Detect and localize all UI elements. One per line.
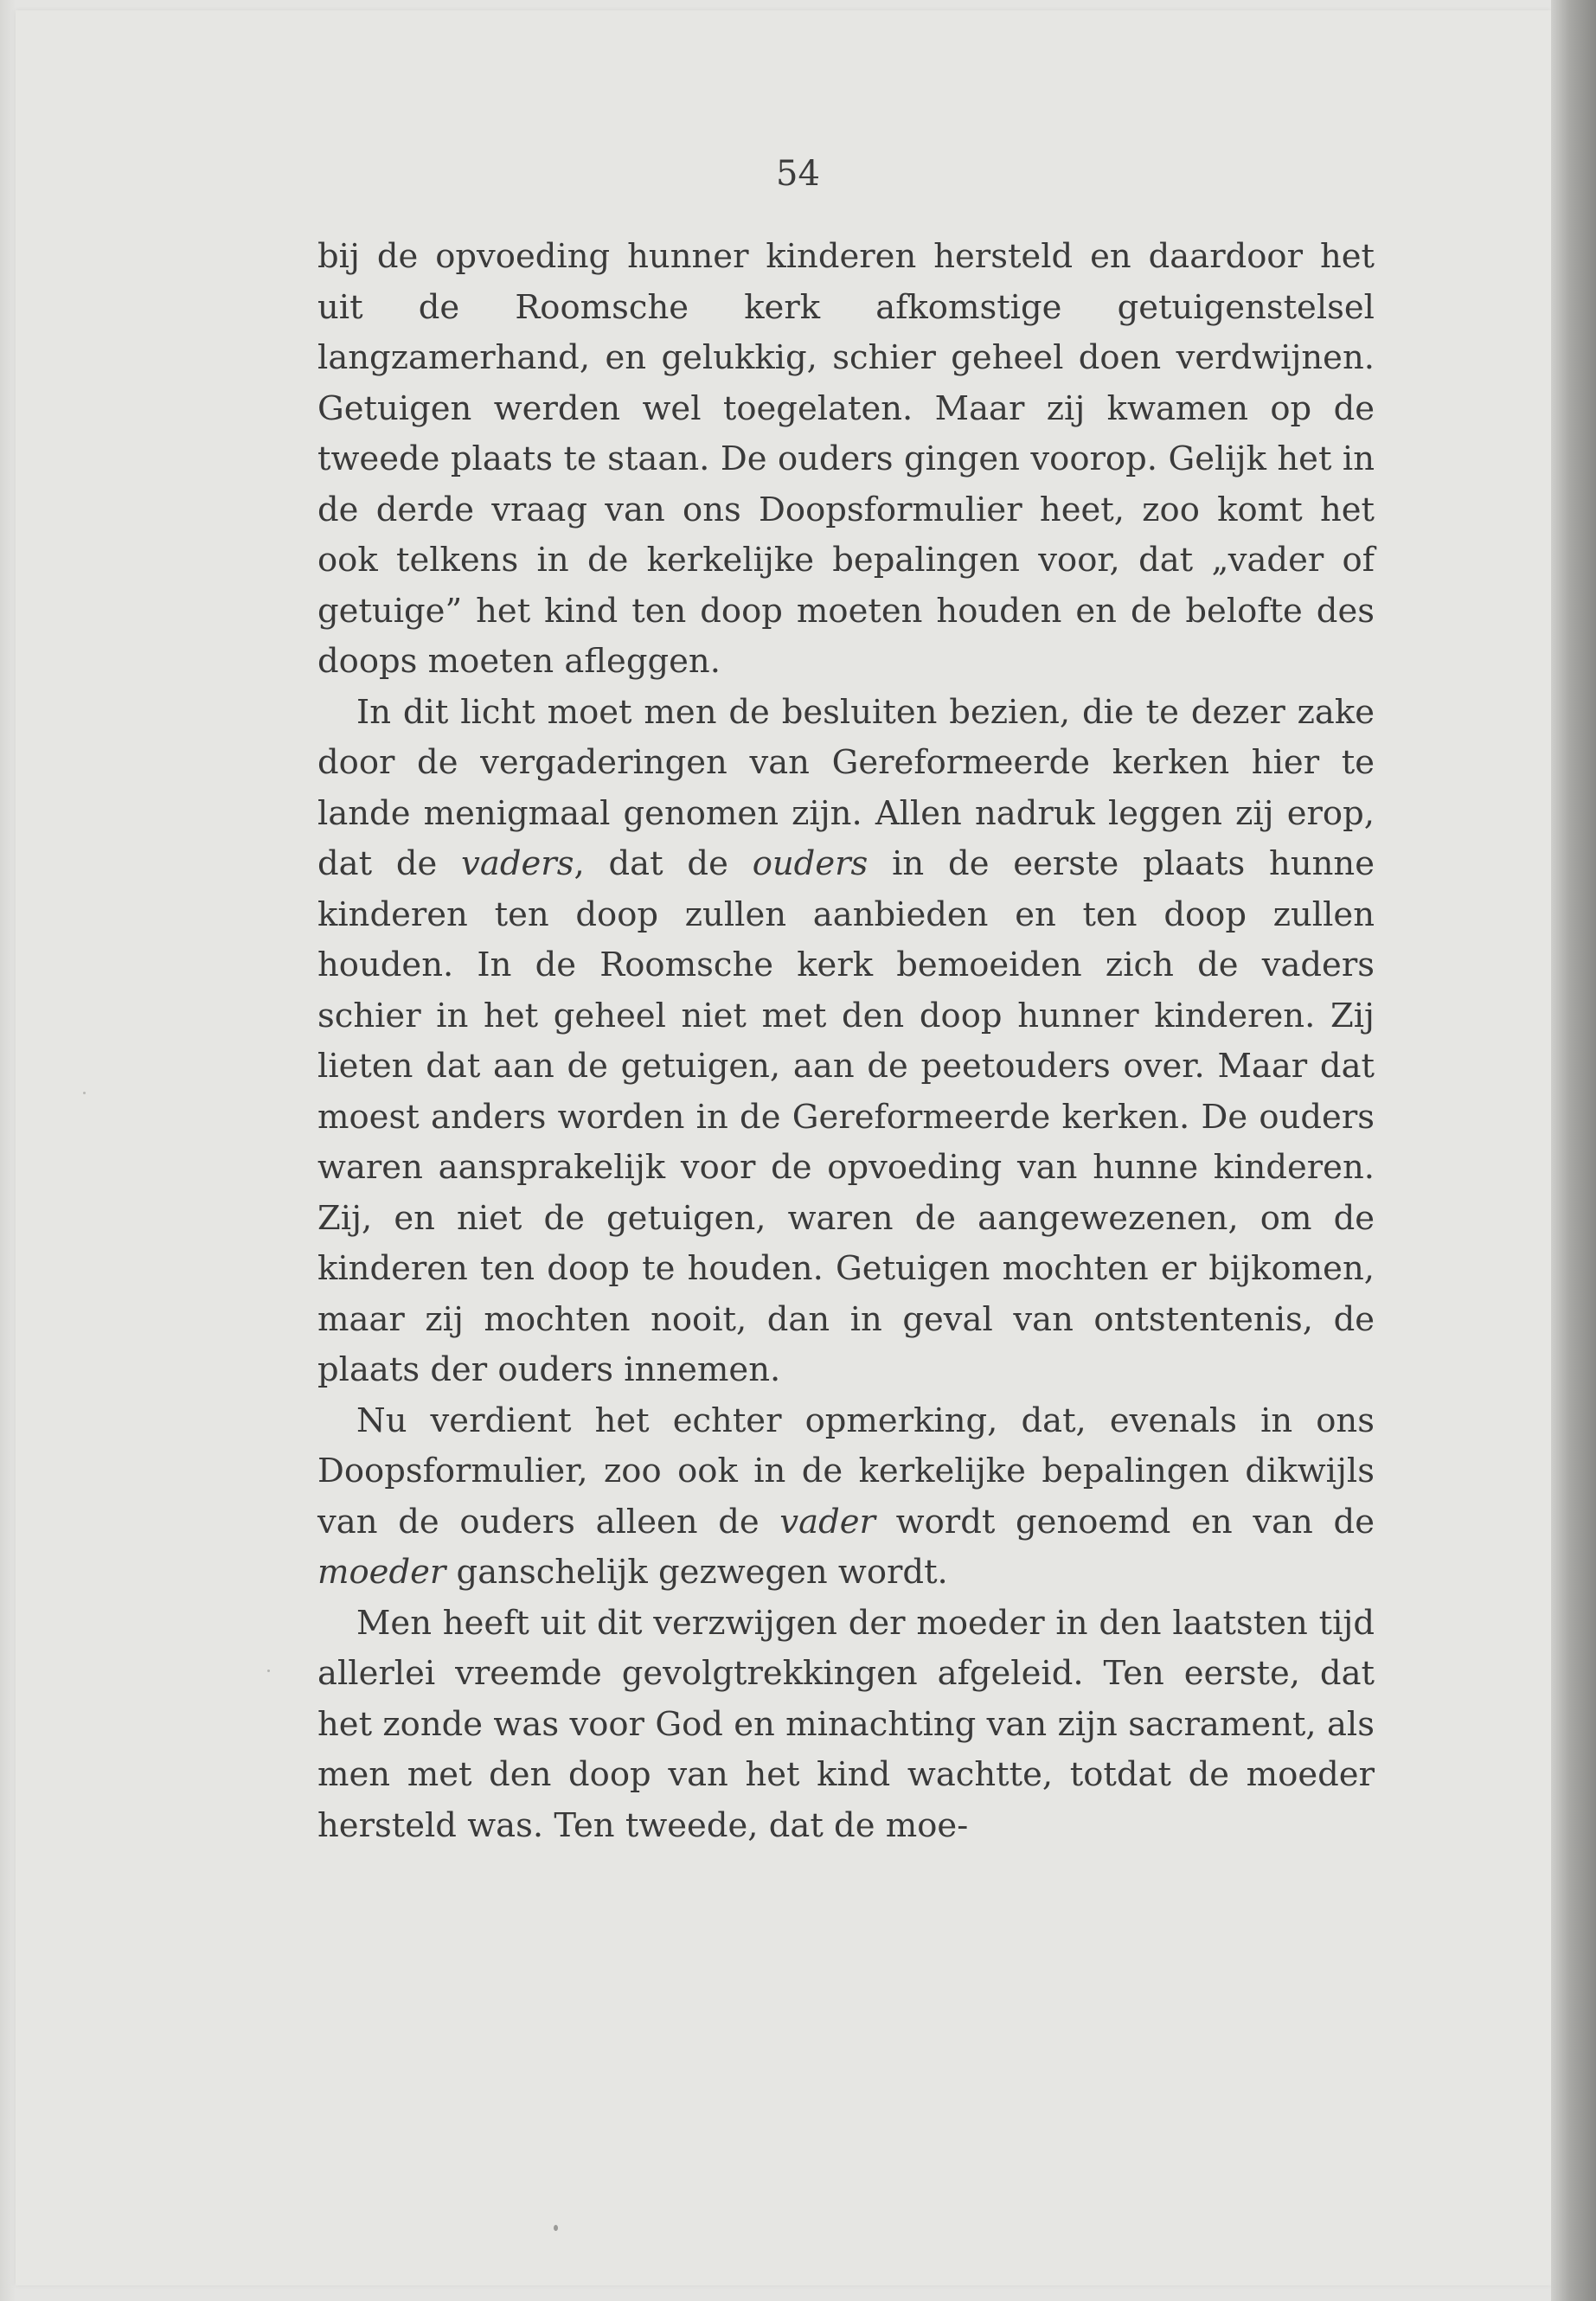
book-spine-shadow — [1551, 0, 1596, 2301]
paper-speck — [554, 2225, 558, 2231]
emphasis-vaders: vaders — [461, 844, 574, 883]
page-number: 54 — [776, 154, 820, 194]
paragraph-2-part-1: In dit licht moet men de besluiten bezien, die te dezer zake door de vergaderingen van Gereformeerde kerken hier te lande menigmaal genomen zijn. Allen nadruk leggen zij erop, dat de — [317, 692, 1375, 883]
paragraph-3-part-1: Nu verdient het echter opmerking, dat, evenals in ons Doopsformulier, zoo ook in de kerkelijke bepalingen dikwijls van de ouders alleen de — [317, 1400, 1375, 1541]
paragraph-1: bij de opvoeding hunner kinderen hersteld en daardoor het uit de Roomsche kerk afkomstige getuigenstelsel langzamerhand, en gelukkig, schier geheel doen verdwijnen. Getuigen werden wel toegelaten. Maar zij kwamen op de tweede plaats te staan. De ouders gingen voorop. Gelijk het in de derde vraag van ons Doopsformulier heet, zoo komt het ook telkens in de kerkelijke bepalingen voor, dat „vader of getuige” het kind ten doop moeten houden en de belofte des doops moeten afleggen. — [317, 237, 1375, 681]
paragraph-2 — [317, 688, 1375, 1396]
paragraph-2-part-2: , dat de — [574, 844, 753, 883]
paragraph-4: Men heeft uit dit verzwijgen der moeder in den laatsten tijd allerlei vreemde gevolgtrekkingen afgeleid. Ten eerste, dat het zonde was voor God en minachting van zijn sacrament, als men met den doop van het kind wachtte, totdat de moeder hersteld was. Ten tweede, dat de moe- — [317, 1603, 1375, 1845]
paragraph-3 — [317, 1396, 1375, 1599]
emphasis-vader: vader — [779, 1502, 875, 1541]
paragraph-2-part-3: in de eerste plaats hunne kinderen ten doop zullen aanbieden en ten doop zullen houden. In de Roomsche kerk bemoeiden zich de vaders schier in het geheel niet met den doop hunner kinderen. Zij lieten dat aan de getuigen, aan de peetouders over. Maar dat moest anders worden in de Gereformeerde kerken. De ouders waren aansprakelijk voor de opvoeding van hunne kinderen. Zij, en niet de getuigen, waren de aangewezenen, om de kinderen ten doop te houden. Getuigen mochten er bijkomen, maar zij mochten nooit, dan in geval van ontstentenis, de plaats der ouders innemen. — [317, 844, 1375, 1389]
paragraph-3-part-2: wordt genoemd en van de — [875, 1502, 1375, 1541]
paragraph-3-part-3: ganschelijk gezwegen wordt. — [445, 1553, 948, 1592]
body-text — [317, 232, 1375, 1851]
page-left-margin — [0, 0, 16, 2301]
paper-speck — [267, 1670, 270, 1672]
paper-speck — [83, 1092, 86, 1094]
emphasis-moeder: moeder — [317, 1553, 446, 1592]
emphasis-ouders: ouders — [752, 844, 869, 883]
